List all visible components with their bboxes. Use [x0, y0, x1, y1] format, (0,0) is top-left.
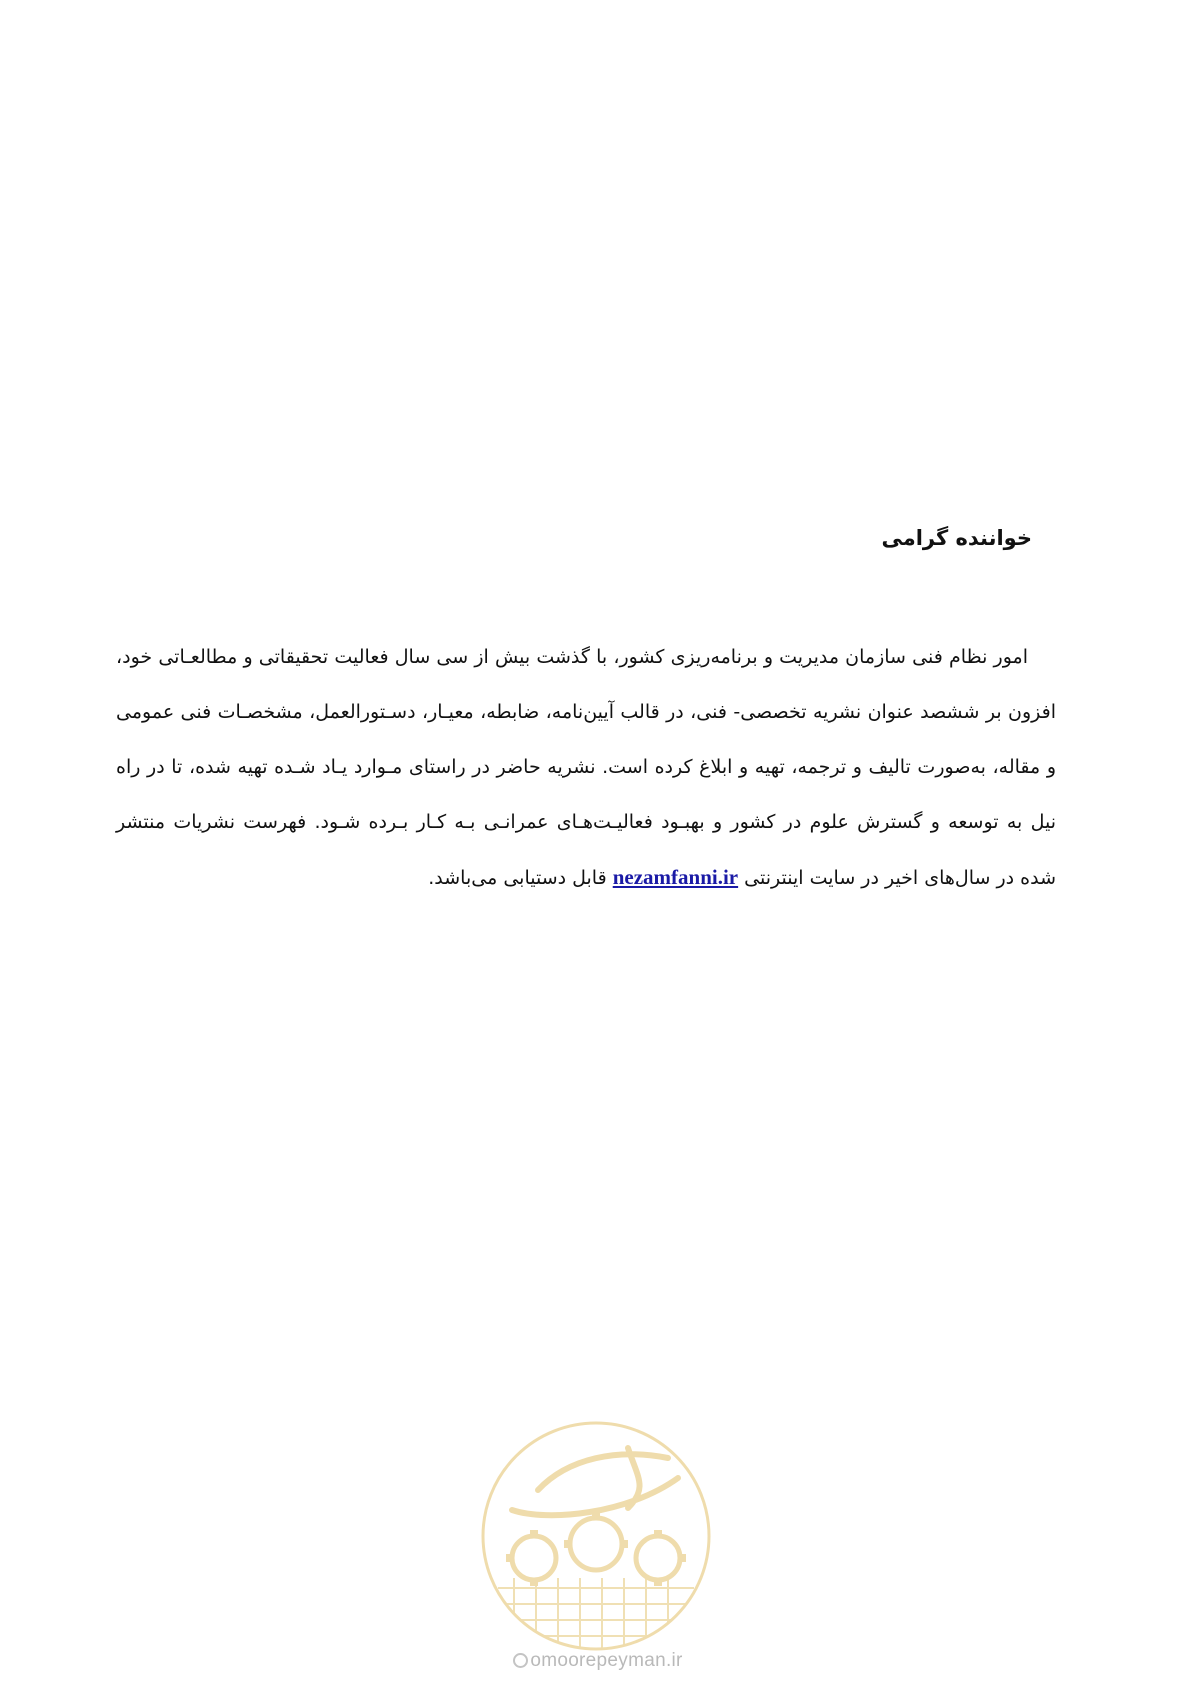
watermark-url: omoorepeyman.ir	[480, 1650, 716, 1672]
paragraph-text-after-link: قابل دستیابی می‌باشد.	[428, 867, 607, 889]
watermark-logo	[478, 1418, 714, 1654]
paragraph-text-before-link: امور نظام فنی سازمان مدیریت و برنامه‌ریزی کشور، با گذشت بیش از سی سال فعالیت تحقیقاتی و مطالعـاتی خود، افزون بر ششصد عنوان نشریه تخصصی- فنی، در قالب آیین‌نامه، ضابطه، معیـار، دسـتورالعمل، مشخصـات فنی عمومی و مقاله، به‌صورت تالیف و ترجمه، تهیه و ابلاغ کرده است. نشریه حاضر در راستای مـوارد یـاد شـده تهیه شده، تا در راه نیل به توسعه و گسترش علوم در کشور و بهبـود فعالیـت‌هـای عمرانـی بـه کـار بـرده شـود. فهرست نشریات منتشر شده در سال‌های اخیر در سایت اینترنتی	[116, 646, 1056, 889]
page-heading: خواننده گرامی	[881, 526, 1032, 550]
globe-icon	[513, 1653, 528, 1668]
nezamfanni-link[interactable]: nezamfanni.ir	[612, 865, 739, 889]
body-paragraph	[116, 630, 1056, 906]
